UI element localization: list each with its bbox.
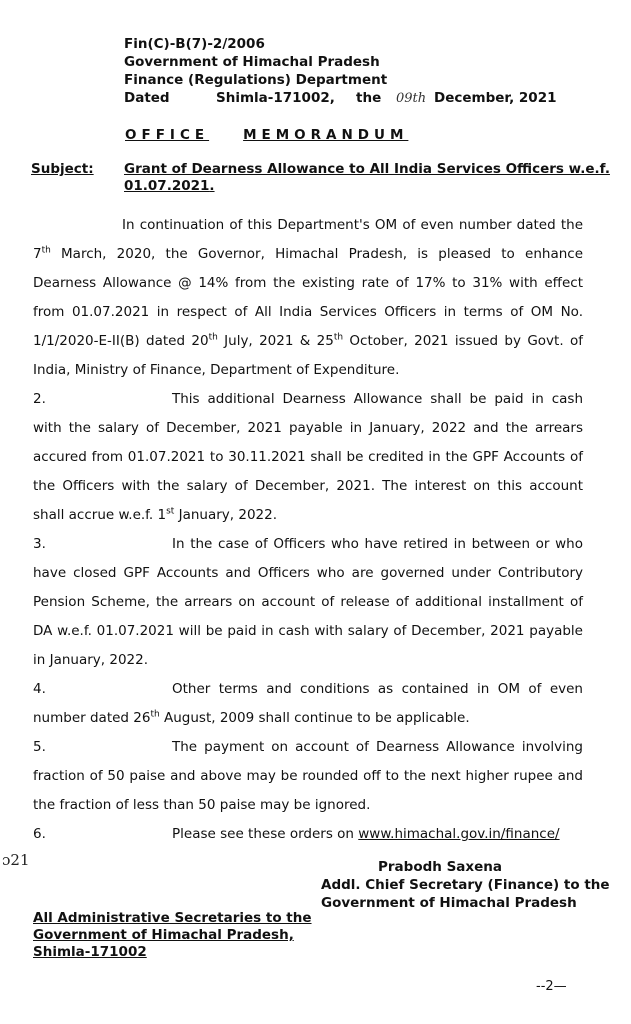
department-name: Finance (Regulations) Department xyxy=(124,72,388,88)
margin-handwritten-mark: ɔ21 xyxy=(2,851,30,869)
government-name: Government of Himachal Pradesh xyxy=(124,54,380,70)
paragraph-6 xyxy=(33,820,583,849)
paragraph-3 xyxy=(33,530,583,675)
finance-website-link[interactable]: www.himachal.gov.in/finance/ xyxy=(358,826,560,842)
signatory-name: Prabodh Saxena xyxy=(378,859,502,875)
signatory-designation: Addl. Chief Secretary (Finance) to the xyxy=(321,877,610,893)
p4-text-a: Other terms and conditions as contained in OM of even number dated 26 xyxy=(33,681,583,726)
memo-title-word-2: MEMORANDUM xyxy=(243,127,409,143)
p1-text-c: July, 2021 & 25 xyxy=(217,333,334,349)
p2-body xyxy=(33,385,583,530)
month-year: December, 2021 xyxy=(434,90,557,106)
addressee-line-3: Shimla-171002 xyxy=(33,944,147,960)
p1-sup-2: th xyxy=(208,332,218,343)
p4-number: 4. xyxy=(33,681,46,697)
p5-text: The payment on account of Dearness Allowance involving fraction of 50 paise and above may be rounded off to the next higher rupee and the fraction of less than 50 paise may be ignored. xyxy=(33,739,583,813)
the-label: the xyxy=(356,90,382,106)
handwritten-day: 09th xyxy=(396,91,427,106)
p2-text-b: January, 2022. xyxy=(174,507,278,523)
p6-text: Please see these orders on xyxy=(172,826,359,842)
p2-number: 2. xyxy=(33,391,46,407)
dated-label: Dated xyxy=(124,90,170,106)
paragraph-5 xyxy=(33,733,583,820)
memo-title-word-1: OFFICE xyxy=(125,127,210,143)
p4-sup: th xyxy=(150,709,160,720)
addressee-line-2: Government of Himachal Pradesh, xyxy=(33,927,294,943)
p5-number: 5. xyxy=(33,739,46,755)
date-line xyxy=(124,89,556,108)
paragraph-4 xyxy=(33,675,583,733)
subject-period: . xyxy=(209,178,215,194)
memo-title xyxy=(125,127,408,143)
signatory-government: Government of Himachal Pradesh xyxy=(321,895,577,911)
p2-sup: st xyxy=(166,506,175,517)
p6-body xyxy=(33,820,583,849)
p4-text-b: August, 2009 shall continue to be applicable. xyxy=(159,710,470,726)
p3-number: 3. xyxy=(33,536,46,552)
memo-header xyxy=(124,35,556,108)
p6-number: 6. xyxy=(33,826,46,842)
p4-body xyxy=(33,675,583,733)
subject-line xyxy=(124,161,614,195)
p1-sup-3: th xyxy=(333,332,344,343)
p1-text-b: March, 2020, the Governor, Himachal Pradesh, is pleased to enhance Dearness Allowance @ 14% from the existing rate of 17% to 31% with effect from 01.07.2021 in respect of All India Services Officers in terms of OM No. 1/1/2020-E-II(B) dated 20 xyxy=(33,246,583,349)
subject-text: Grant of Dearness Allowance to All India Services Officers w.e.f. 01.07.2021 xyxy=(124,161,610,194)
p1-sup-1: th xyxy=(41,245,51,256)
place: Shimla-171002, xyxy=(216,90,335,106)
p1-text-a: In continuation of this Department's OM of even number dated the 7 xyxy=(33,217,583,262)
addressee-line-1: All Administrative Secretaries to the xyxy=(33,910,312,926)
addressee-block xyxy=(33,910,312,961)
paragraph-2 xyxy=(33,385,583,530)
p1-text-d: October, 2021 issued by Govt. of India, Ministry of Finance, Department of Expenditure. xyxy=(33,333,583,378)
p2-text-a: This additional Dearness Allowance shall be paid in cash with the salary of December, 2021 payable in January, 2022 and the arrears accured from 01.07.2021 to 30.11.2021 shall be credited in the GPF Accounts of the Officers with the salary of December, 2021. The interest on this account shall accrue w.e.f. 1 xyxy=(33,391,583,523)
subject-label: Subject: xyxy=(31,161,94,177)
p3-text: In the case of Officers who have retired in between or who have closed GPF Accounts and Officers who are governed under Contributory Pension Scheme, the arrears on account of release of additional installment of DA w.e.f. 01.07.2021 will be paid in cash with salary of December, 2021 payable in January, 2022. xyxy=(33,536,583,668)
signature-block xyxy=(321,858,610,912)
file-number: Fin(C)-B(7)-2/2006 xyxy=(124,36,265,52)
page-marker: --2— xyxy=(536,979,567,994)
paragraph-1 xyxy=(33,211,583,385)
memo-body xyxy=(33,211,583,849)
